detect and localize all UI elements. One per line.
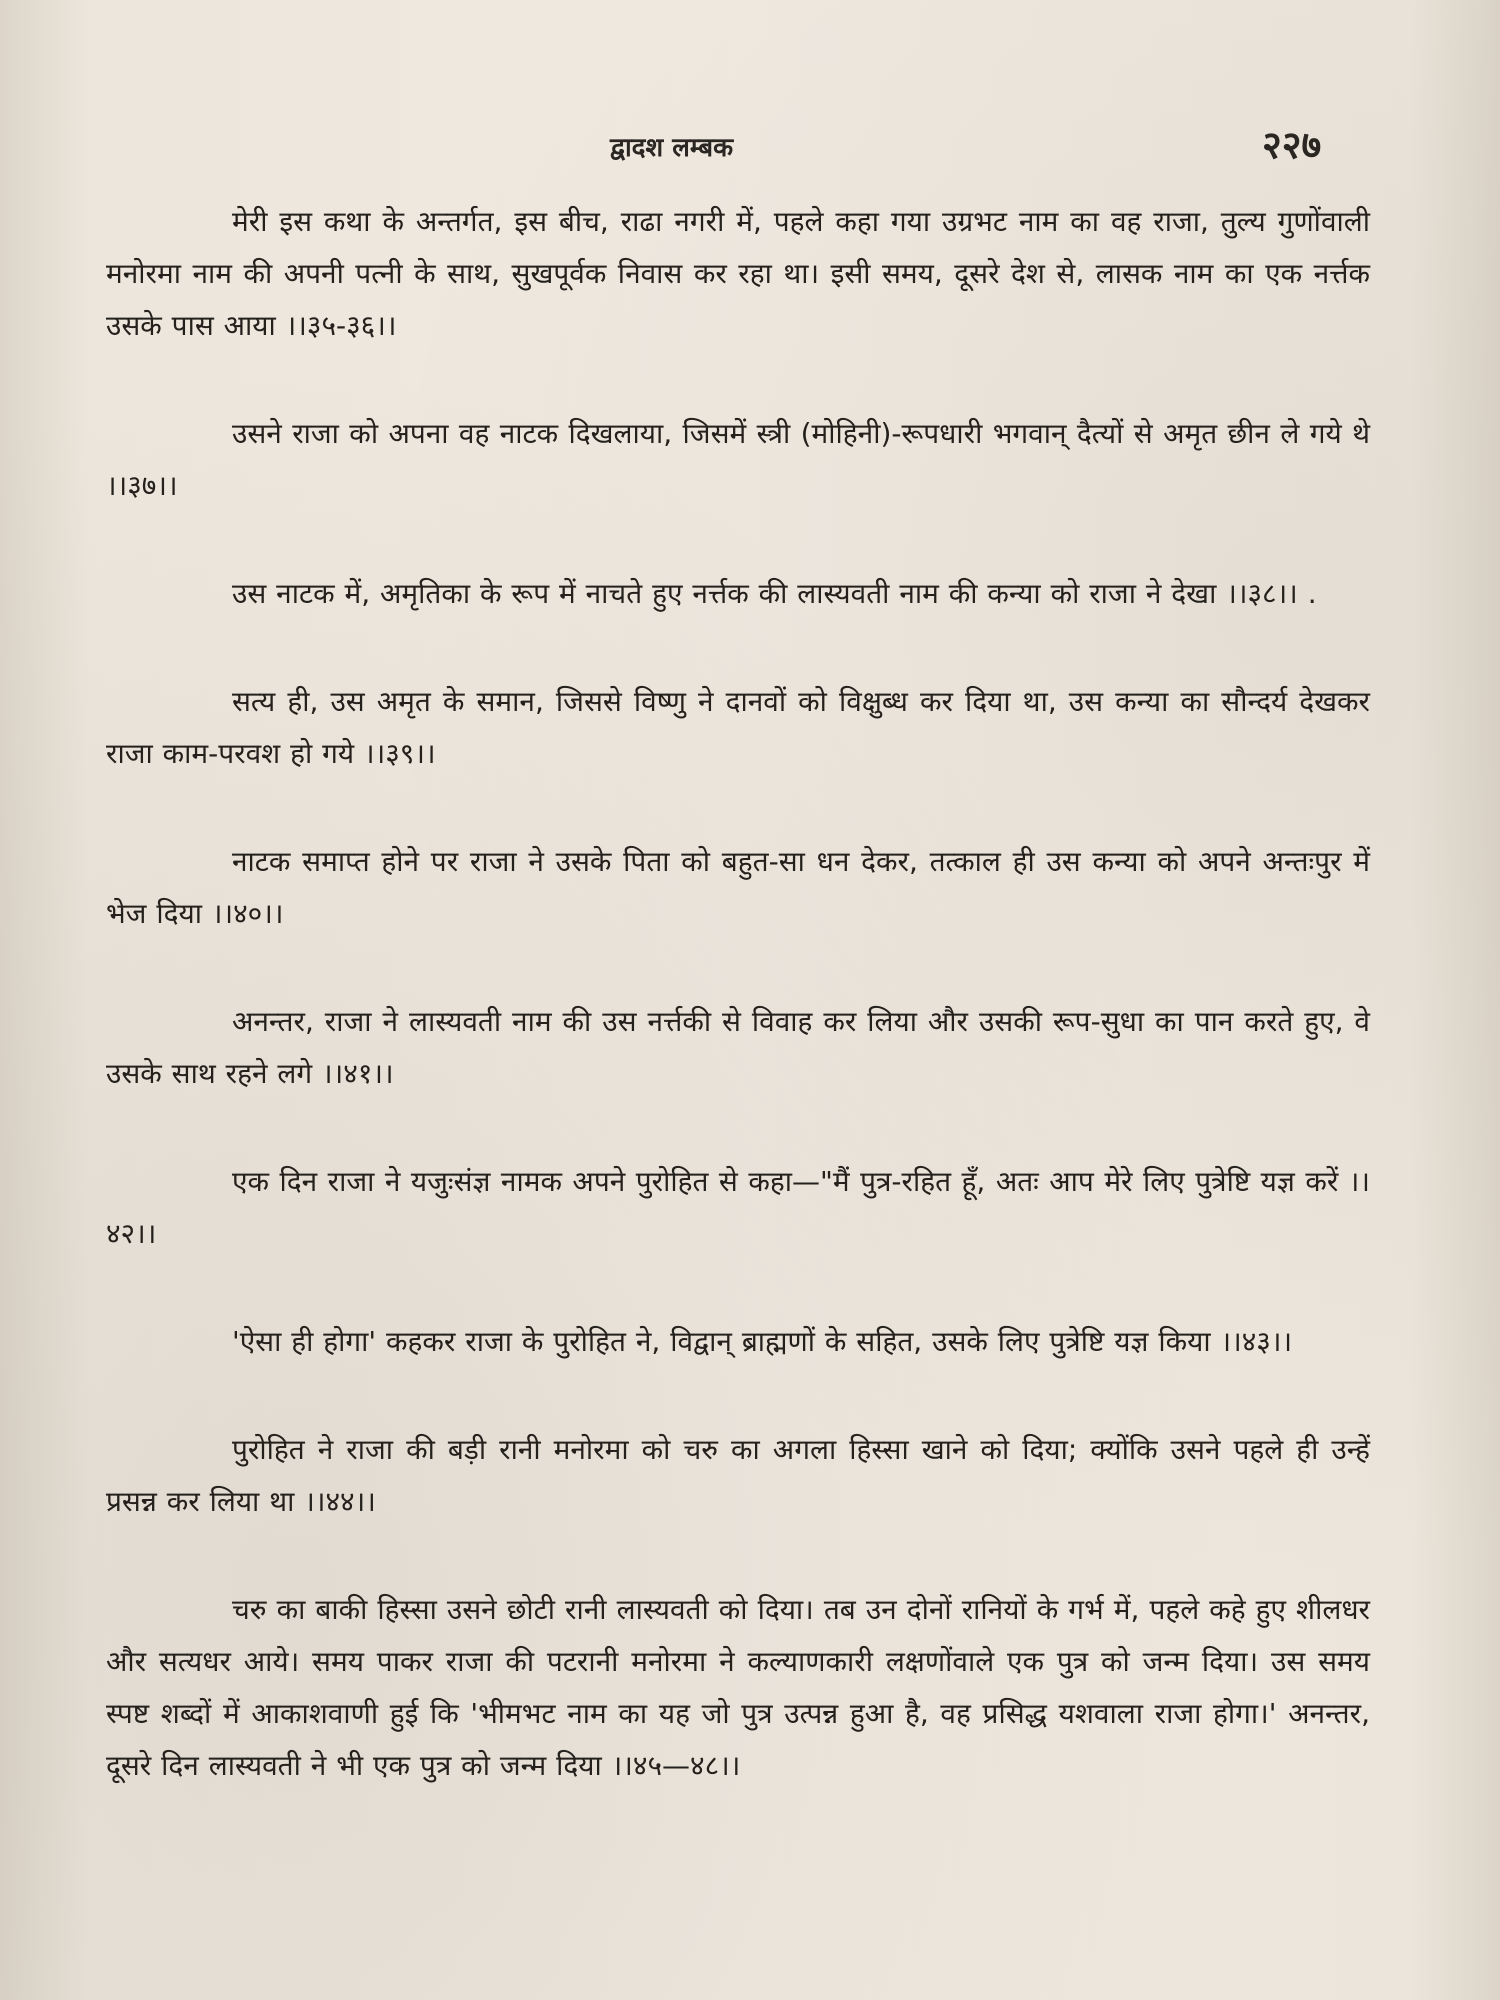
running-title: द्वादश लम्बक	[610, 133, 734, 163]
paragraph-40: नाटक समाप्त होने पर राजा ने उसके पिता को बहुत-सा धन देकर, तत्काल ही उस कन्या को अपने अन्तःपुर में भेज दिया ।।४०।।	[106, 845, 1370, 930]
paragraph-43: 'ऐसा ही होगा' कहकर राजा के पुरोहित ने, विद्वान् ब्राह्मणों के सहित, उसके लिए पुत्रेष्टि यज्ञ किया ।।४३।।	[232, 1325, 1293, 1358]
paragraph-38: उस नाटक में, अमृतिका के रूप में नाचते हुए नर्त्तक की लास्यवती नाम की कन्या को राजा ने देखा ।।३८।। .	[232, 577, 1317, 610]
body-text	[106, 196, 1370, 1792]
paragraph-44: पुरोहित ने राजा की बड़ी रानी मनोरमा को चरु का अगला हिस्सा खाने को दिया; क्योंकि उसने पहले ही उन्हें प्रसन्न कर लिया था ।।४४।।	[106, 1433, 1370, 1518]
page-header	[0, 118, 1500, 174]
paragraph-35-36: मेरी इस कथा के अन्तर्गत, इस बीच, राढा नगरी में, पहले कहा गया उग्रभट नाम का वह राजा, तुल्य गुणोंवाली मनोरमा नाम की अपनी पत्नी के साथ, सुखपूर्वक निवास कर रहा था। इसी समय, दूसरे देश से, लासक नाम का एक नर्त्तक उसके पास आया ।।३५-३६।।	[106, 205, 1370, 342]
paragraph-39: सत्य ही, उस अमृत के समान, जिससे विष्णु ने दानवों को विक्षुब्ध कर दिया था, उस कन्या का सौन्दर्य देखकर राजा काम-परवश हो गये ।।३९।।	[106, 685, 1370, 770]
paragraph-41: अनन्तर, राजा ने लास्यवती नाम की उस नर्त्तकी से विवाह कर लिया और उसकी रूप-सुधा का पान करते हुए, वे उसके साथ रहने लगे ।।४१।।	[106, 1005, 1370, 1090]
paragraph-42: एक दिन राजा ने यजुःसंज्ञ नामक अपने पुरोहित से कहा—"मैं पुत्र-रहित हूँ, अतः आप मेरे लिए पुत्रेष्टि यज्ञ करें ।।४२।।	[106, 1165, 1370, 1250]
page-number: २२७	[1262, 123, 1322, 167]
paragraph-37: उसने राजा को अपना वह नाटक दिखलाया, जिसमें स्त्री (मोहिनी)-रूपधारी भगवान् दैत्यों से अमृत छीन ले गये थे ।।३७।।	[106, 417, 1370, 502]
paragraph-45-48: चरु का बाकी हिस्सा उसने छोटी रानी लास्यवती को दिया। तब उन दोनों रानियों के गर्भ में, पहले कहे हुए शीलधर और सत्यधर आये। समय पाकर राजा की पटरानी मनोरमा ने कल्याणकारी लक्षणोंवाले एक पुत्र को जन्म दिया। उस समय स्पष्ट शब्दों में आकाशवाणी हुई कि 'भीमभट नाम का यह जो पुत्र उत्पन्न हुआ है, वह प्रसिद्ध यशवाला राजा होगा।' अनन्तर, दूसरे दिन लास्यवती ने भी एक पुत्र को जन्म दिया ।।४५—४८।।	[106, 1593, 1370, 1782]
